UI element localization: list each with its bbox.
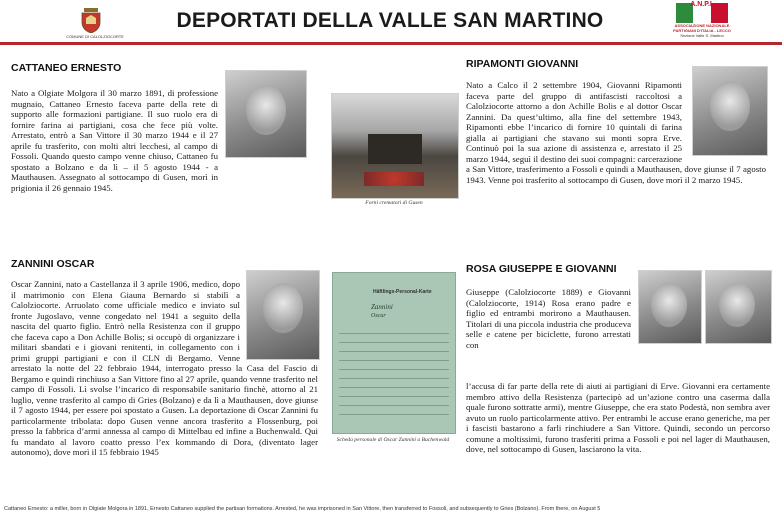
ripamonti-text-block bbox=[466, 80, 766, 185]
footer-translation: Cattaneo Ernesto: a miller, born in Olgiate Molgora in 1891, Ernesto Cattaneo supplied the partisan formations. Arrested, he was imprisoned in San Vittore, then transferred to Fossoli, and subsequently to Gries (Bolzano). From there, on August 5 bbox=[4, 506, 601, 512]
comune-label: COMUNE DI CALOLZIOCORTE bbox=[66, 34, 124, 39]
zannini-text: Oscar Zannini, nato a Castellanza il 3 aprile 1906, medico, dopo il matrimonio con Elena Giauna Bernardo si stabilì a Calolziocorte. Arruolato come ufficiale medico e inviato sul fronte Jugoslavo, venne congedato nel 1941 a seguito della nascita del quarto figlio. Entrò nella Resistenza con il gruppo che faceva capo a Don Achille Bolis; si occupò di organizzare i militari sbandati e i giovani renitenti, in collegamento con i primi gruppi partigiani e con il CLN di Bergamo. Venne arrestato la notte del 22 febbraio 1944, interrogato presso la Casa del Fascio di Bergamo e quindi rinchiuso a San Vittore fino al 27 aprile, quando venne trasferito nel campo di Fossoli. Lì svolse l’incarico di responsabile sanitario finchè, attorno al 21 luglio, venne trasferito al campo di Gries (Bolzano) e da lì a Mauthausen, dove giunse il 7 agosto 1944, per essere poi spostato a Gusen. La deportazione di Oscar Zannini fu particolarmente tribolata: dopo Gusen venne ancora trasferito a Flossenburg, poi presso la fabbrica d’armi annessa al campo di Mittelbau ed infine a Buchenwald. Qui fu mandato al lavoro coatto presso l’ex kommando di Dora, (diventato lager autonomo), dove morì il 15 febbraio 1945 bbox=[11, 279, 318, 457]
anpi-line: PARTIGIANI D'ITALIA - LECCO bbox=[673, 28, 731, 33]
card-lines bbox=[339, 325, 449, 421]
rosa-heading: ROSA GIUSEPPE E GIOVANNI bbox=[466, 263, 617, 275]
crematorium-photo bbox=[331, 93, 459, 199]
card-name: Zannini bbox=[371, 303, 393, 311]
crematorium-caption: Forni crematori di Gusen bbox=[365, 200, 423, 206]
zannini-photo-spacer bbox=[240, 279, 318, 357]
cattaneo-portrait bbox=[225, 70, 307, 158]
rosa-text-full: l’accusa di far parte della rete di aiuti ai partigiani di Erve. Giovanni era certamente membro attivo della Resistenza (partecipò ad un’azione contro una caserma dalla quale furono sottratte armi), mentre Giuseppe, che era stato Podestà, non sembra aver avuto un ruolo particolarmente attivo. Per entrambi le accuse erano generiche, ma per i fascisti bastarono a farli rinchiudere a San Vittore. Quindi, secondo un percorso comune a moltissimi, furono trasferiti prima a Fossoli e poi nel lager di Mauthausen, dove, nel sottocampo di Gusen, lasciarono la vita. bbox=[466, 381, 770, 454]
header-divider bbox=[0, 42, 782, 45]
card-caption: Scheda personale di Oscar Zannini a Buchenwald bbox=[336, 437, 450, 443]
card-firstname: Oscar bbox=[371, 313, 386, 319]
anpi-line: Sezione Valle S. Martino bbox=[680, 33, 724, 38]
ripamonti-photo-spacer bbox=[682, 80, 766, 158]
prisoner-card bbox=[332, 272, 456, 434]
coat-of-arms-icon bbox=[80, 8, 102, 33]
anpi-logo: A.N.P.I. bbox=[690, 1, 714, 8]
ripamonti-heading: RIPAMONTI GIOVANNI bbox=[466, 58, 579, 70]
anpi-line: ASSOCIAZIONE NAZIONALE bbox=[674, 23, 730, 28]
cattaneo-heading: CATTANEO ERNESTO bbox=[11, 62, 122, 74]
cattaneo-text-top bbox=[11, 88, 218, 193]
rosa-giovanni-portrait bbox=[705, 270, 772, 344]
zannini-heading: ZANNINI OSCAR bbox=[11, 258, 95, 270]
zannini-text-block bbox=[11, 279, 318, 458]
page-title: DEPORTATI DELLA VALLE SAN MARTINO bbox=[176, 9, 604, 32]
card-title: Häftlings-Personal-Karte bbox=[373, 289, 432, 295]
anpi-caption bbox=[666, 23, 738, 38]
cattaneo-text: Nato a Olgiate Molgora il 30 marzo 1891, di professione mugnaio, Cattaneo Ernesto faceva parte della rete di supporto alle formazioni partigiane. Il suo ruolo era di fornire farina ai partigiani, cosa che fece più volte. Arrestato, entrò a San Vittore il 30 marzo 1944 e il 27 aprile fu trasferito, con molti altri lecchesi, al campo di Fossoli. Quando questo campo venne chiuso, Cattaneo fu spostato a Bolzano e da lì – il 5 agosto 1944 - a Mauthausen. Assegnato al sottocampo di Gusen, morì in prigionia il 26 gennaio 1945. bbox=[11, 88, 218, 193]
ripamonti-text: Nato a Calco il 2 settembre 1904, Giovanni Ripamonti faceva parte del gruppo di antifascisti raccoltosi a Calolziocorte attorno a don Achille Bolis e al dottor Oscar Zannini. Da quest’ultimo, alla fine del settembre 1943, Ripamonti ebbe l’incarico di fornire 10 quintali di farina gialla ai partigiani che stavano sui monti sopra Erve. Continuò poi la sua azione di assistenza e, arrestato il 25 marzo 1944, seguì il destino dei suoi compagni: carcerazione a San Vittore, trasferimento a Fossoli e quindi a Mauthausen, dove giunse il 7 agosto 1943. Venne poi trasferito al sottocampo di Gusen, dove morì il 2 marzo 1945. bbox=[466, 80, 766, 185]
rosa-text-left: Giuseppe (Calolziocorte 1889) e Giovanni (Calolziocorte, 1914) Rosa erano padre e figlio ed entrambi morirono a Mauthausen. Titolari di una piccola industria che produceva selle e catene per biciclette, furono arrestati con bbox=[466, 287, 631, 350]
rosa-giuseppe-portrait bbox=[638, 270, 702, 344]
